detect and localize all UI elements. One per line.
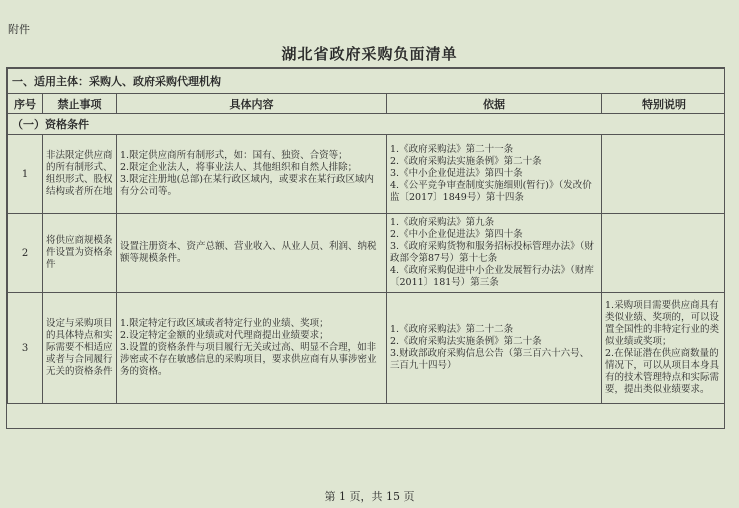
note-line: 1.采购项目需要供应商具有类似业绩、奖项的，可以设置全国性的非特定行业的类似业绩或奖项； [605, 300, 720, 347]
row-prohibited: 将供应商规模条件设置为资格条件 [43, 214, 117, 293]
negative-list-table [7, 68, 725, 404]
page-footer: 第 1 页，共 15 页 [324, 490, 415, 503]
basis-line: 2.《政府采购法实施条例》第二十条 [390, 336, 542, 347]
content-line: 2.设定特定金额的业绩或对代理商提出业绩要求； [120, 330, 329, 341]
row-seq: 3 [8, 293, 43, 404]
table-row [8, 135, 726, 214]
row-basis [387, 135, 602, 214]
content-line: 1.限定特定行政区域或者特定行业的业绩、奖项； [120, 318, 329, 329]
table-row [8, 293, 726, 404]
basis-line: 4.《公平竞争审查制度实施细则(暂行)》（发改价监〔2017〕1849号）第十四条 [390, 180, 592, 203]
col-header-seq: 序号 [8, 94, 43, 114]
header-row [8, 94, 726, 114]
basis-line: 3.《政府采购货物和服务招标投标管理办法》（财政部令第87号）第十七条 [390, 241, 594, 264]
row-note [602, 135, 726, 214]
col-header-note: 特别说明 [602, 94, 726, 114]
basis-line: 4.《政府采购促进中小企业发展暂行办法》（财库〔2011〕181号）第三条 [390, 265, 594, 288]
note-line: 2.在保证潜在供应商数量的情况下，可以从项目本身具有的技术管理特点和实际需要，提出类似业绩要求。 [605, 348, 720, 395]
col-header-prohibited: 禁止事项 [43, 94, 117, 114]
table-row [8, 214, 726, 293]
content-line: 2.限定企业法人，将事业法人、其他组织和自然人排除； [120, 162, 358, 173]
basis-line: 3.《中小企业促进法》第四十条 [390, 168, 523, 179]
row-note [602, 293, 726, 404]
negative-list-table-frame [6, 67, 725, 429]
col-header-content: 具体内容 [117, 94, 387, 114]
row-note [602, 214, 726, 293]
content-line: 设置注册资本、资产总额、营业收入、从业人员、利润、纳税额等规模条件。 [120, 241, 377, 264]
row-basis [387, 214, 602, 293]
row-basis [387, 293, 602, 404]
row-prohibited: 非法限定供应商的所有制形式、组织形式、股权结构或者所在地 [43, 135, 117, 214]
category-row [8, 114, 726, 135]
content-line: 3.设置的资格条件与项目履行无关或过高、明显不合理，如非涉密或不存在敏感信息的采购项目，要求供应商有从事涉密业务的资格。 [120, 342, 377, 377]
row-seq: 1 [8, 135, 43, 214]
row-content [117, 293, 387, 404]
row-content [117, 135, 387, 214]
basis-line: 2.《中小企业促进法》第四十条 [390, 229, 523, 240]
row-prohibited: 设定与采购项目的具体特点和实际需要不相适应或者与合同履行无关的资格条件 [43, 293, 117, 404]
basis-line: 2.《政府采购法实施条例》第二十条 [390, 156, 542, 167]
page-title: 湖北省政府采购负面清单 [281, 45, 458, 63]
section-heading: 一、适用主体：采购人、政府采购代理机构 [8, 69, 726, 94]
basis-line: 3.财政部政府采购信息公告（第三百六十六号、三百九十四号） [390, 348, 590, 371]
content-line: 3.限定注册地(总部)在某行政区域内，或要求在某行政区域内有分公司等。 [120, 174, 374, 197]
content-line: 1.限定供应商所有制形式，如：国有、独资、合资等； [120, 150, 348, 161]
basis-line: 1.《政府采购法》第二十一条 [390, 144, 514, 155]
attachment-label: 附件 [8, 23, 30, 36]
basis-line: 1.《政府采购法》第二十二条 [390, 324, 514, 335]
col-header-basis: 依据 [387, 94, 602, 114]
category-heading: （一）资格条件 [8, 114, 726, 135]
row-content [117, 214, 387, 293]
section-heading-row [8, 69, 726, 94]
row-seq: 2 [8, 214, 43, 293]
basis-line: 1.《政府采购法》第九条 [390, 217, 495, 228]
